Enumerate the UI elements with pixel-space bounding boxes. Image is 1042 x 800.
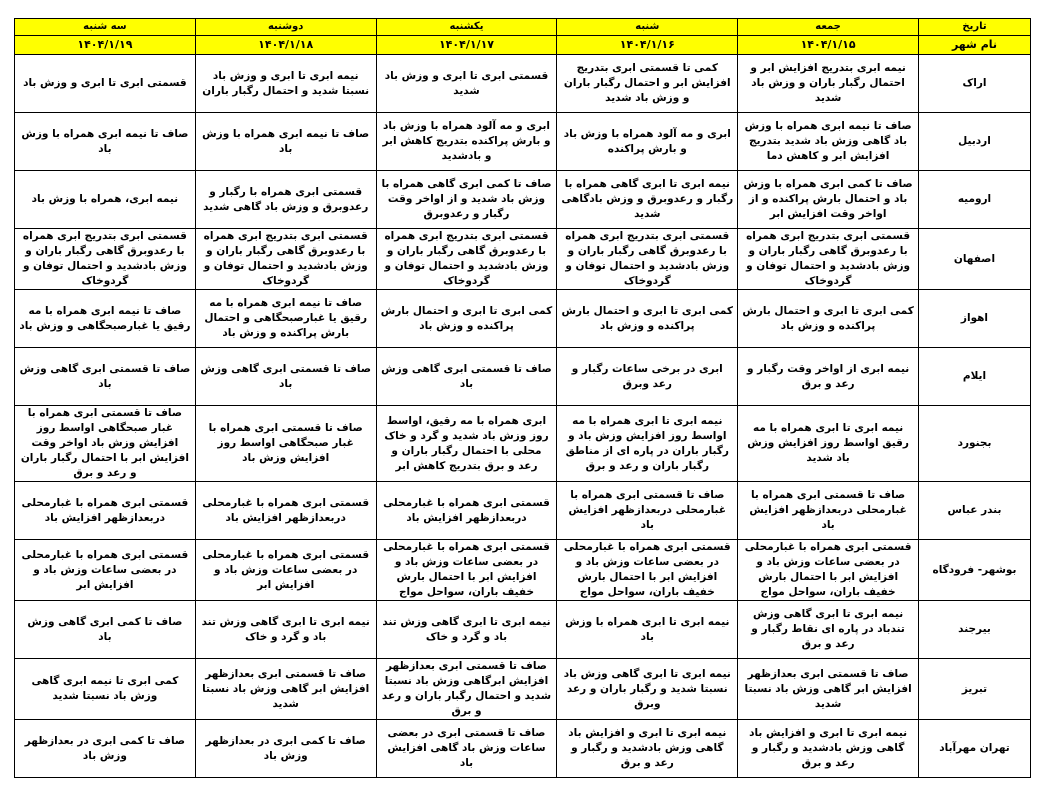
table-row (15, 229, 1031, 290)
forecast-cell: ابری و مه آلود همراه با وزش باد و بارش پراکنده بتدریج کاهش ابر و بادشدید (376, 113, 557, 171)
header-date: ۱۴۰۴/۱/۱۶ (557, 36, 738, 55)
header-day: جمعه (738, 19, 919, 36)
table-row (15, 55, 1031, 113)
forecast-cell: صاف تا نیمه ابری همراه با مه رقیق یا غبارصبحگاهی و وزش باد (15, 290, 196, 348)
forecast-cell: صاف تا قسمتی ابری گاهی وزش باد (15, 348, 196, 406)
forecast-cell: صاف تا نیمه ابری همراه با وزش باد (15, 113, 196, 171)
table-row (15, 482, 1031, 540)
city-name: اهواز (918, 290, 1030, 348)
forecast-cell: صاف تا کمی ابری همراه با وزش باد و احتمال بارش پراکنده و از اواخر وقت افزایش ابر (738, 171, 919, 229)
forecast-cell: صاف تا قسمتی ابری بعدازظهر افزایش ابر گاهی وزش باد نسبتا شدید (195, 659, 376, 720)
table-row (15, 659, 1031, 720)
forecast-cell: نیمه ابری تا ابری گاهی همراه با رگبار و رعدوبرق و وزش بادگاهی شدید (557, 171, 738, 229)
city-name: بیرجند (918, 601, 1030, 659)
forecast-cell: کمی ابری تا ابری و احتمال بارش پراکنده و وزش باد (738, 290, 919, 348)
table-row (15, 406, 1031, 482)
header-date: ۱۴۰۴/۱/۱۷ (376, 36, 557, 55)
forecast-cell: صاف تا قسمتی ابری همراه با غبارمحلی دربعدازظهر افزایش باد (738, 482, 919, 540)
forecast-cell: نیمه ابری تا ابری و افزایش باد گاهی وزش بادشدید و رگبار و رعد و برق (557, 720, 738, 778)
forecast-cell: صاف تا قسمتی ابری بعدازظهر افزایش ابرگاهی وزش باد نسبتا شدید و احتمال رگبار باران و رعد و برق (376, 659, 557, 720)
city-name: ایلام (918, 348, 1030, 406)
forecast-cell: نیمه ابری تا ابری همراه با مه رقیق اواسط روز افزایش وزش باد شدید (738, 406, 919, 482)
forecast-cell: نیمه ابری تا ابری گاهی وزش تند باد و گرد و خاک (195, 601, 376, 659)
city-name: بندر عباس (918, 482, 1030, 540)
forecast-sheet (14, 18, 1031, 778)
forecast-cell: صاف تا کمی ابری گاهی همراه با وزش باد شدید و از اواخر وقت رگبار و رعدوبرق (376, 171, 557, 229)
forecast-cell: قسمتی ابری تا ابری و وزش باد شدید (376, 55, 557, 113)
forecast-cell: صاف تا قسمتی ابری گاهی وزش باد (195, 348, 376, 406)
header-day: دوشنبه (195, 19, 376, 36)
header-date: ۱۴۰۴/۱/۱۹ (15, 36, 196, 55)
forecast-cell: قسمتی ابری بتدریج ابری همراه با رعدوبرق گاهی رگبار باران و وزش بادشدید و احتمال توفان و گردوخاک (15, 229, 196, 290)
city-name: ارومیه (918, 171, 1030, 229)
forecast-cell: ابری و مه آلود همراه با وزش باد و بارش پراکنده (557, 113, 738, 171)
forecast-cell: صاف تا نیمه ابری همراه با وزش باد گاهی وزش باد شدید بتدریج افزایش ابر و کاهش دما (738, 113, 919, 171)
table-row (15, 348, 1031, 406)
header-date-row (15, 36, 1031, 55)
city-name: اردبیل (918, 113, 1030, 171)
forecast-cell: نیمه ابری از اواخر وقت رگبار و رعد و برق (738, 348, 919, 406)
table-row (15, 540, 1031, 601)
forecast-cell: قسمتی ابری بتدریج ابری همراه با رعدوبرق گاهی رگبار باران و وزش بادشدید و احتمال توفان و گردوخاک (738, 229, 919, 290)
forecast-cell: صاف تا قسمتی ابری بعدازظهر افزایش ابر گاهی وزش باد نسبتا شدید (738, 659, 919, 720)
forecast-cell: نیمه ابری تا ابری همراه با مه اواسط روز افزایش وزش باد و رگبار باران در پاره ای از مناطق رگبار باران و رعد و برق (557, 406, 738, 482)
forecast-cell: نیمه ابری، همراه با وزش باد (15, 171, 196, 229)
forecast-cell: قسمتی ابری همراه با غبارمحلی دربعدازظهر افزایش باد (195, 482, 376, 540)
forecast-cell: قسمتی ابری همراه با غبارمحلی در بعضی ساعات وزش باد و افزایش ابر با احتمال بارش خفیف باران، سواحل مواج (557, 540, 738, 601)
forecast-cell: قسمتی ابری همراه با غبارمحلی در بعضی ساعات وزش باد و افزایش ابر (195, 540, 376, 601)
forecast-cell: صاف تا قسمتی ابری همراه با غبار صبحگاهی اواسط روز افزایش وزش باد اواخر وقت افزایش ابر با احتمال رگبار باران و رعد و برق (15, 406, 196, 482)
forecast-cell: صاف تا قسمتی ابری در بعضی ساعات وزش باد گاهی افزایش باد (376, 720, 557, 778)
city-name: تبریز (918, 659, 1030, 720)
table-row (15, 601, 1031, 659)
forecast-cell: نیمه ابری تا ابری و افزایش باد گاهی وزش بادشدید و رگبار و رعد و برق (738, 720, 919, 778)
forecast-cell: ابری همراه با مه رقیق، اواسط روز وزش باد شدید و گرد و خاک محلی با احتمال رگبار باران و رعد و برق بتدریج کاهش ابر (376, 406, 557, 482)
city-name: اصفهان (918, 229, 1030, 290)
forecast-cell: صاف تا نیمه ابری همراه با مه رقیق یا غبارصبحگاهی و احتمال بارش پراکنده و وزش باد (195, 290, 376, 348)
forecast-body (15, 55, 1031, 778)
forecast-cell: کمی ابری تا ابری و احتمال بارش پراکنده و وزش باد (376, 290, 557, 348)
city-name: اراک (918, 55, 1030, 113)
forecast-cell: قسمتی ابری همراه با غبارمحلی دربعدازظهر افزایش باد (376, 482, 557, 540)
forecast-cell: صاف تا قسمتی ابری همراه با غبار صبحگاهی اواسط روز افزایش وزش باد (195, 406, 376, 482)
table-row (15, 720, 1031, 778)
forecast-cell: صاف تا کمی ابری گاهی وزش باد (15, 601, 196, 659)
forecast-cell: نیمه ابری تا ابری گاهی وزش تند باد و گرد و خاک (376, 601, 557, 659)
header-date: ۱۴۰۴/۱/۱۸ (195, 36, 376, 55)
forecast-cell: قسمتی ابری تا ابری و وزش باد (15, 55, 196, 113)
header-day: شنبه (557, 19, 738, 36)
table-row (15, 171, 1031, 229)
forecast-cell: صاف تا قسمتی ابری گاهی وزش باد (376, 348, 557, 406)
forecast-cell: قسمتی ابری بتدریج ابری همراه با رعدوبرق گاهی رگبار باران و وزش بادشدید و احتمال توفان و گردوخاک (195, 229, 376, 290)
forecast-cell: قسمتی ابری همراه با رگبار و رعدوبرق و وزش باد گاهی شدید (195, 171, 376, 229)
forecast-cell: قسمتی ابری همراه با غبارمحلی دربعدازظهر افزایش باد (15, 482, 196, 540)
forecast-cell: قسمتی ابری همراه با غبارمحلی در بعضی ساعات وزش باد و افزایش ابر با احتمال بارش خفیف باران، سواحل مواج (738, 540, 919, 601)
forecast-cell: صاف تا کمی ابری در بعدازظهر وزش باد (195, 720, 376, 778)
table-row (15, 290, 1031, 348)
forecast-cell: قسمتی ابری بتدریج ابری همراه با رعدوبرق گاهی رگبار باران و وزش بادشدید و احتمال توفان و گردوخاک (376, 229, 557, 290)
header-date: ۱۴۰۴/۱/۱۵ (738, 36, 919, 55)
header-label-city: نام شهر (918, 36, 1030, 55)
forecast-cell: صاف تا قسمتی ابری همراه با غبارمحلی دربعدازظهر افزایش باد (557, 482, 738, 540)
city-name: بوشهر- فرودگاه (918, 540, 1030, 601)
header-day-row (15, 19, 1031, 36)
forecast-cell: نیمه ابری تا ابری و وزش باد نسبتا شدید و احتمال رگبار باران (195, 55, 376, 113)
weather-forecast-table (14, 18, 1031, 778)
forecast-cell: ابری در برخی ساعات رگبار و رعد وبرق (557, 348, 738, 406)
header-day: سه شنبه (15, 19, 196, 36)
forecast-cell: کمی تا قسمتی ابری بتدریج افزایش ابر و احتمال رگبار باران و وزش باد شدید (557, 55, 738, 113)
forecast-cell: کمی ابری تا نیمه ابری گاهی وزش باد نسبتا شدید (15, 659, 196, 720)
forecast-cell: قسمتی ابری بتدریج ابری همراه با رعدوبرق گاهی رگبار باران و وزش بادشدید و احتمال توفان و گردوخاک (557, 229, 738, 290)
forecast-cell: نیمه ابری تا ابری گاهی وزش تندباد در پاره ای نقاط رگبار و رعد و برق (738, 601, 919, 659)
forecast-cell: نیمه ابری بتدریج افزایش ابر و احتمال رگبار باران و وزش باد شدید (738, 55, 919, 113)
city-name: بجنورد (918, 406, 1030, 482)
forecast-cell: قسمتی ابری همراه با غبارمحلی در بعضی ساعات وزش باد و افزایش ابر با احتمال بارش خفیف باران، سواحل مواج (376, 540, 557, 601)
city-name: تهران مهرآباد (918, 720, 1030, 778)
forecast-cell: قسمتی ابری همراه با غبارمحلی در بعضی ساعات وزش باد و افزایش ابر (15, 540, 196, 601)
forecast-cell: صاف تا کمی ابری در بعدازظهر وزش باد (15, 720, 196, 778)
header-day: یکشنبه (376, 19, 557, 36)
forecast-cell: نیمه ابری تا ابری همراه با وزش باد (557, 601, 738, 659)
table-row (15, 113, 1031, 171)
header-label-date: تاریخ (918, 19, 1030, 36)
forecast-cell: نیمه ابری تا ابری گاهی وزش باد نسبتا شدید و رگبار باران و رعد وبرق (557, 659, 738, 720)
forecast-cell: کمی ابری تا ابری و احتمال بارش پراکنده و وزش باد (557, 290, 738, 348)
forecast-cell: صاف تا نیمه ابری همراه با وزش باد (195, 113, 376, 171)
